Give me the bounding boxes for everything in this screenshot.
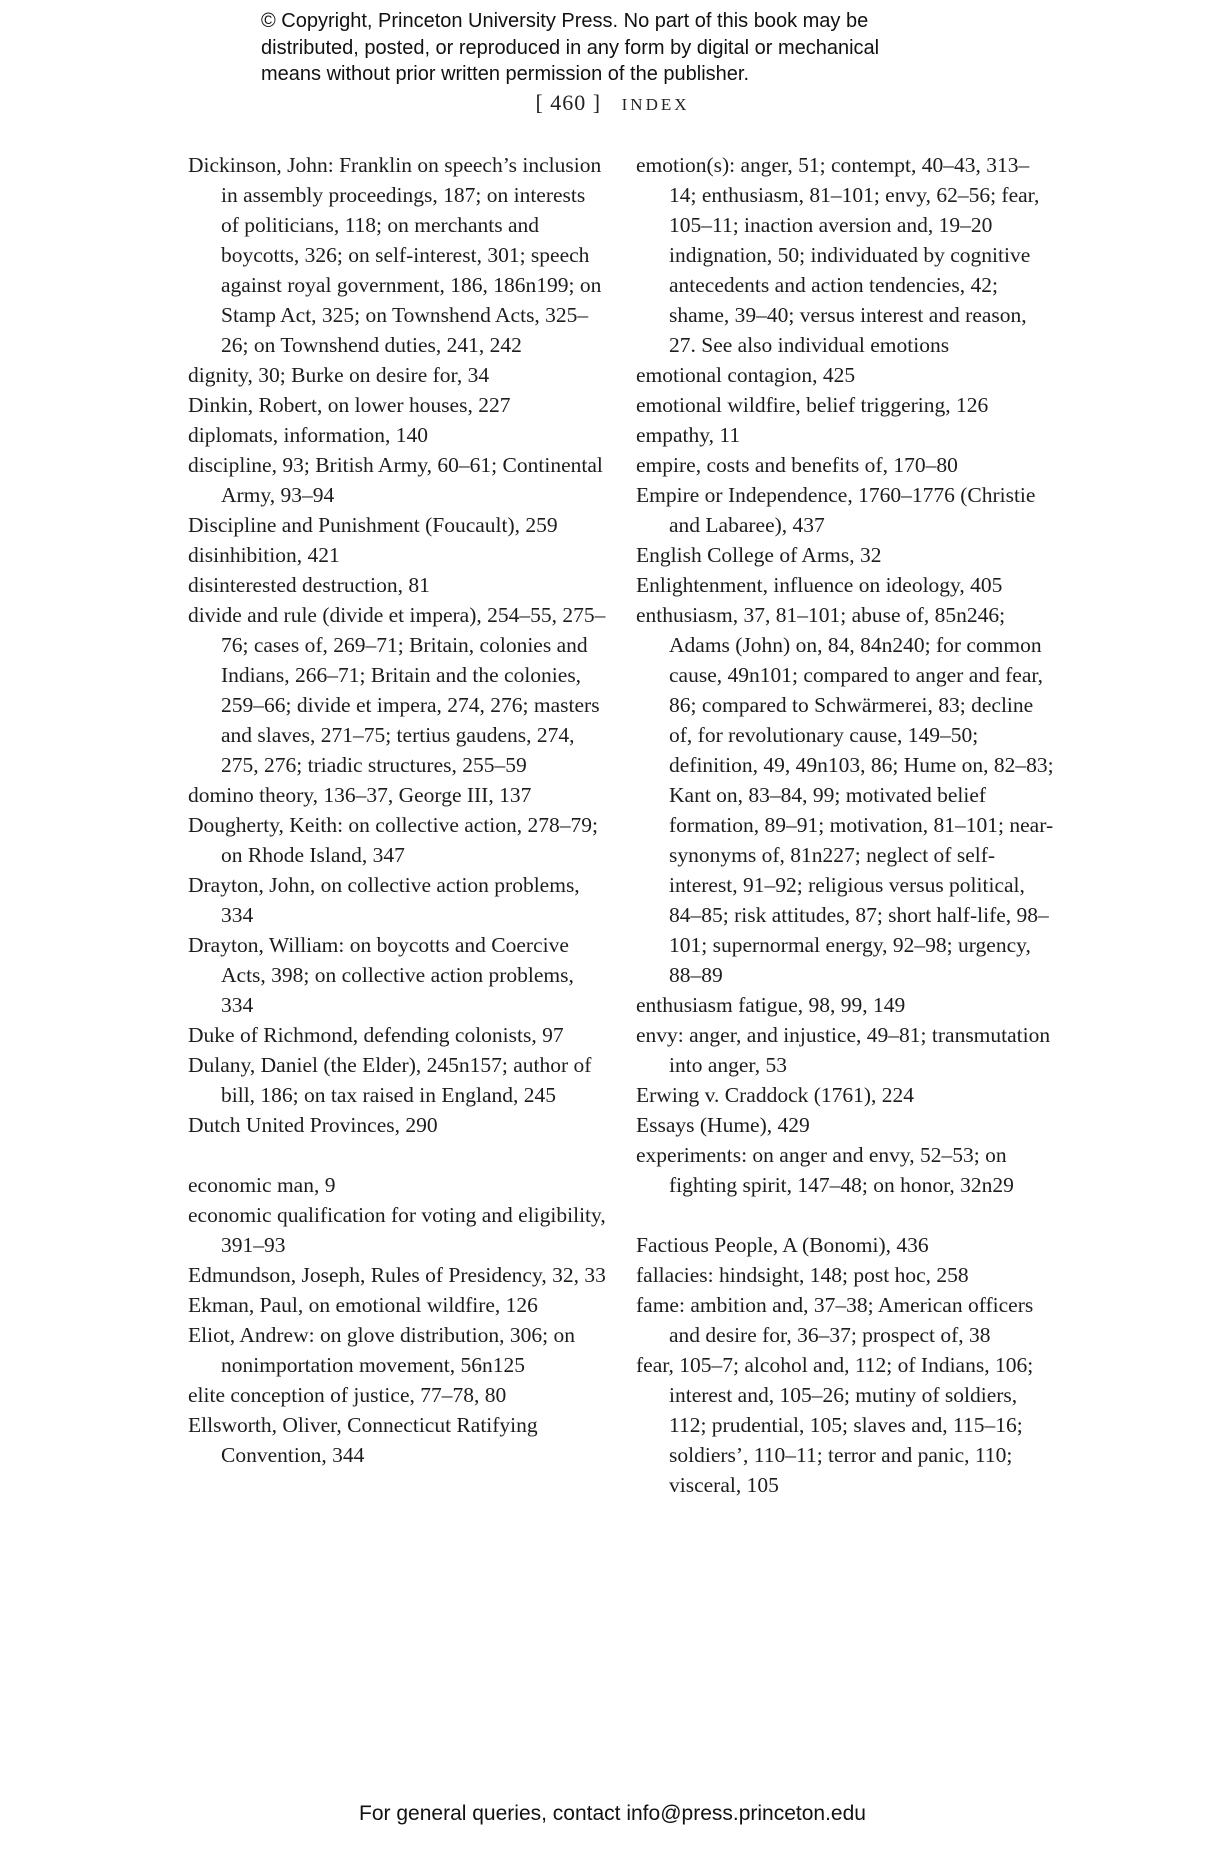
footer-contact: For general queries, contact info@press.princeton.edu [359, 1802, 866, 1825]
index-entry: Essays (Hume), 429 [636, 1113, 810, 1137]
index-entry: emotional contagion, 425 [636, 363, 856, 387]
index-entry: Factious People, A (Bonomi), 436 [636, 1233, 929, 1257]
index-entry: Dulany, Daniel (the Elder), 245n157; author of bill, 186; on tax raised in England, 245 [188, 1053, 592, 1107]
index-entry: Drayton, John, on collective action problems, 334 [188, 873, 580, 927]
letter-group-gap [188, 1140, 608, 1170]
index-entry: Enlightenment, influence on ideology, 405 [636, 573, 1003, 597]
index-entry: Dickinson, John: Franklin on speech’s inclusion in assembly proceedings, 187; on interests of politicians, 118; on merchants and boycotts, 326; on self-interest, 301; speech against royal government, 186, 186n199; on Stamp Act, 325; on Townshend Acts, 325–26; on Townshend duties, 241, 242 [188, 153, 602, 357]
index-entry: English College of Arms, 32 [636, 543, 882, 567]
index-column-right [636, 150, 1056, 1500]
index-entry: empathy, 11 [636, 423, 741, 447]
copyright-notice [261, 8, 1021, 88]
index-entry: divide and rule (divide et impera), 254–55, 275–76; cases of, 269–71; Britain, colonies and Indians, 266–71; Britain and the colonies, 259–66; divide et impera, 274, 276; masters and slaves, 271–75; tertius gaudens, 274, 275, 276; triadic structures, 255–59 [188, 603, 606, 777]
index-entry: Edmundson, Joseph, Rules of Presidency, 32, 33 [188, 1263, 606, 1287]
index-entry: Erwing v. Craddock (1761), 224 [636, 1083, 915, 1107]
index-entry: dignity, 30; Burke on desire for, 34 [188, 363, 490, 387]
page-number: [ 460 ] [535, 90, 602, 115]
copyright-line: © Copyright, Princeton University Press. No part of this book may be [261, 10, 869, 32]
running-head [0, 90, 1225, 116]
letter-group-gap [636, 1200, 1056, 1230]
index-entry: disinterested destruction, 81 [188, 573, 430, 597]
index-entry: enthusiasm, 37, 81–101; abuse of, 85n246; Adams (John) on, 84, 84n240; for common cause, 49n101; compared to anger and fear, 86; compared to Schwärmerei, 83; decline of, for revolutionary cause, 149–50; definition, 49, 49n103, 86; Hume on, 82–83; Kant on, 83–84, 99; motivated belief formation, 89–91; motivation, 81–101; near-synonyms of, 81n227; neglect of self-interest, 91–92; religious versus political, 84–85; risk attitudes, 87; short half-life, 98–101; supernormal energy, 92–98; urgency, 88–89 [636, 603, 1054, 987]
index-entry: emotional wildfire, belief triggering, 126 [636, 393, 989, 417]
index-entry: diplomats, information, 140 [188, 423, 429, 447]
copyright-line: means without prior written permission of the publisher. [261, 63, 750, 85]
index-entry: Dutch United Provinces, 290 [188, 1113, 438, 1137]
index-entry: empire, costs and benefits of, 170–80 [636, 453, 958, 477]
index-entry: fame: ambition and, 37–38; American officers and desire for, 36–37; prospect of, 38 [636, 1293, 1034, 1347]
index-entry: economic qualification for voting and eligibility, 391–93 [188, 1203, 606, 1257]
index-entry: Discipline and Punishment (Foucault), 259 [188, 513, 558, 537]
index-entry: disinhibition, 421 [188, 543, 340, 567]
index-entry: Empire or Independence, 1760–1776 (Christie and Labaree), 437 [636, 483, 1036, 537]
index-entry: Ekman, Paul, on emotional wildfire, 126 [188, 1293, 538, 1317]
index-entry: Ellsworth, Oliver, Connecticut Ratifying Convention, 344 [188, 1413, 538, 1467]
index-entry: experiments: on anger and envy, 52–53; on fighting spirit, 147–48; on honor, 32n29 [636, 1143, 1014, 1197]
index-entry: Eliot, Andrew: on glove distribution, 306; on nonimportation movement, 56n125 [188, 1323, 575, 1377]
index-entry: Drayton, William: on boycotts and Coercive Acts, 398; on collective action problems, 334 [188, 933, 574, 1017]
index-entry: enthusiasm fatigue, 98, 99, 149 [636, 993, 906, 1017]
index-column-left [188, 150, 608, 1470]
index-entry: discipline, 93; British Army, 60–61; Continental Army, 93–94 [188, 453, 603, 507]
index-entry: Dinkin, Robert, on lower houses, 227 [188, 393, 511, 417]
index-entry: emotion(s): anger, 51; contempt, 40–43, 313–14; enthusiasm, 81–101; envy, 62–56; fear, 105–11; inaction aversion and, 19–20 indignation, 50; individuated by cognitive antecedents and action tendencies, 42; shame, 39–40; versus interest and reason, 27. See also individual emotions [636, 153, 1040, 357]
index-entry: fallacies: hindsight, 148; post hoc, 258 [636, 1263, 969, 1287]
index-entry: economic man, 9 [188, 1173, 336, 1197]
index-entry: Dougherty, Keith: on collective action, 278–79; on Rhode Island, 347 [188, 813, 598, 867]
index-entry: fear, 105–7; alcohol and, 112; of Indians, 106; interest and, 105–26; mutiny of soldiers, 112; prudential, 105; slaves and, 115–16; soldiers’, 110–11; terror and panic, 110; visceral, 105 [636, 1353, 1034, 1497]
index-entry: domino theory, 136–37, George III, 137 [188, 783, 532, 807]
index-entry: Duke of Richmond, defending colonists, 97 [188, 1023, 564, 1047]
copyright-line: distributed, posted, or reproduced in any form by digital or mechanical [261, 36, 880, 59]
index-entry: envy: anger, and injustice, 49–81; transmutation into anger, 53 [636, 1023, 1051, 1077]
section-title: INDEX [621, 95, 690, 114]
index-entry: elite conception of justice, 77–78, 80 [188, 1383, 507, 1407]
